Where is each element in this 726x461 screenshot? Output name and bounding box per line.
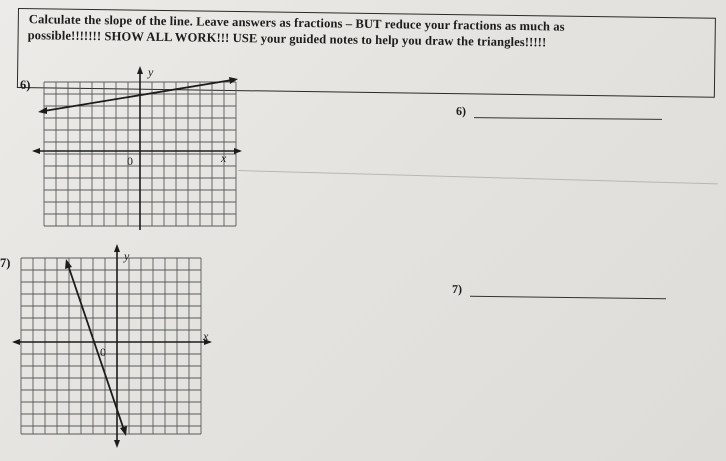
graph-7-line-arrow-up	[65, 259, 72, 269]
graph-7-grid	[21, 258, 201, 434]
problem-7-label: 7)	[0, 256, 11, 270]
graph-7-x-arrow-left	[12, 339, 20, 345]
graph-7-y-arrow-up	[114, 244, 120, 252]
graph-7-y-label: y	[124, 249, 130, 263]
answer-7-label: 7)	[451, 281, 463, 297]
graph-6-x-label: x	[221, 151, 227, 165]
graph-7-line-arrow-down	[120, 426, 127, 436]
instructions-line-2: possible!!!!!!! SHOW ALL WORK!!! USE your guided notes to help you draw the triangles!!!!!	[27, 28, 547, 50]
graph-7-x-label: x	[203, 329, 209, 343]
graph-6-origin-label: 0	[127, 154, 133, 168]
graph-7-line	[68, 265, 124, 430]
answer-6-label: 6)	[455, 103, 467, 119]
instructions-line-1: Calculate the slope of the line. Leave answers as fractions – BUT reduce your fractions as much as	[28, 12, 565, 34]
graph-7-y-arrow-down	[114, 440, 120, 448]
graph-7-origin-label: 0	[100, 345, 106, 359]
graph-6-y-label: y	[148, 65, 154, 79]
problem-6-label: 6)	[20, 78, 31, 92]
